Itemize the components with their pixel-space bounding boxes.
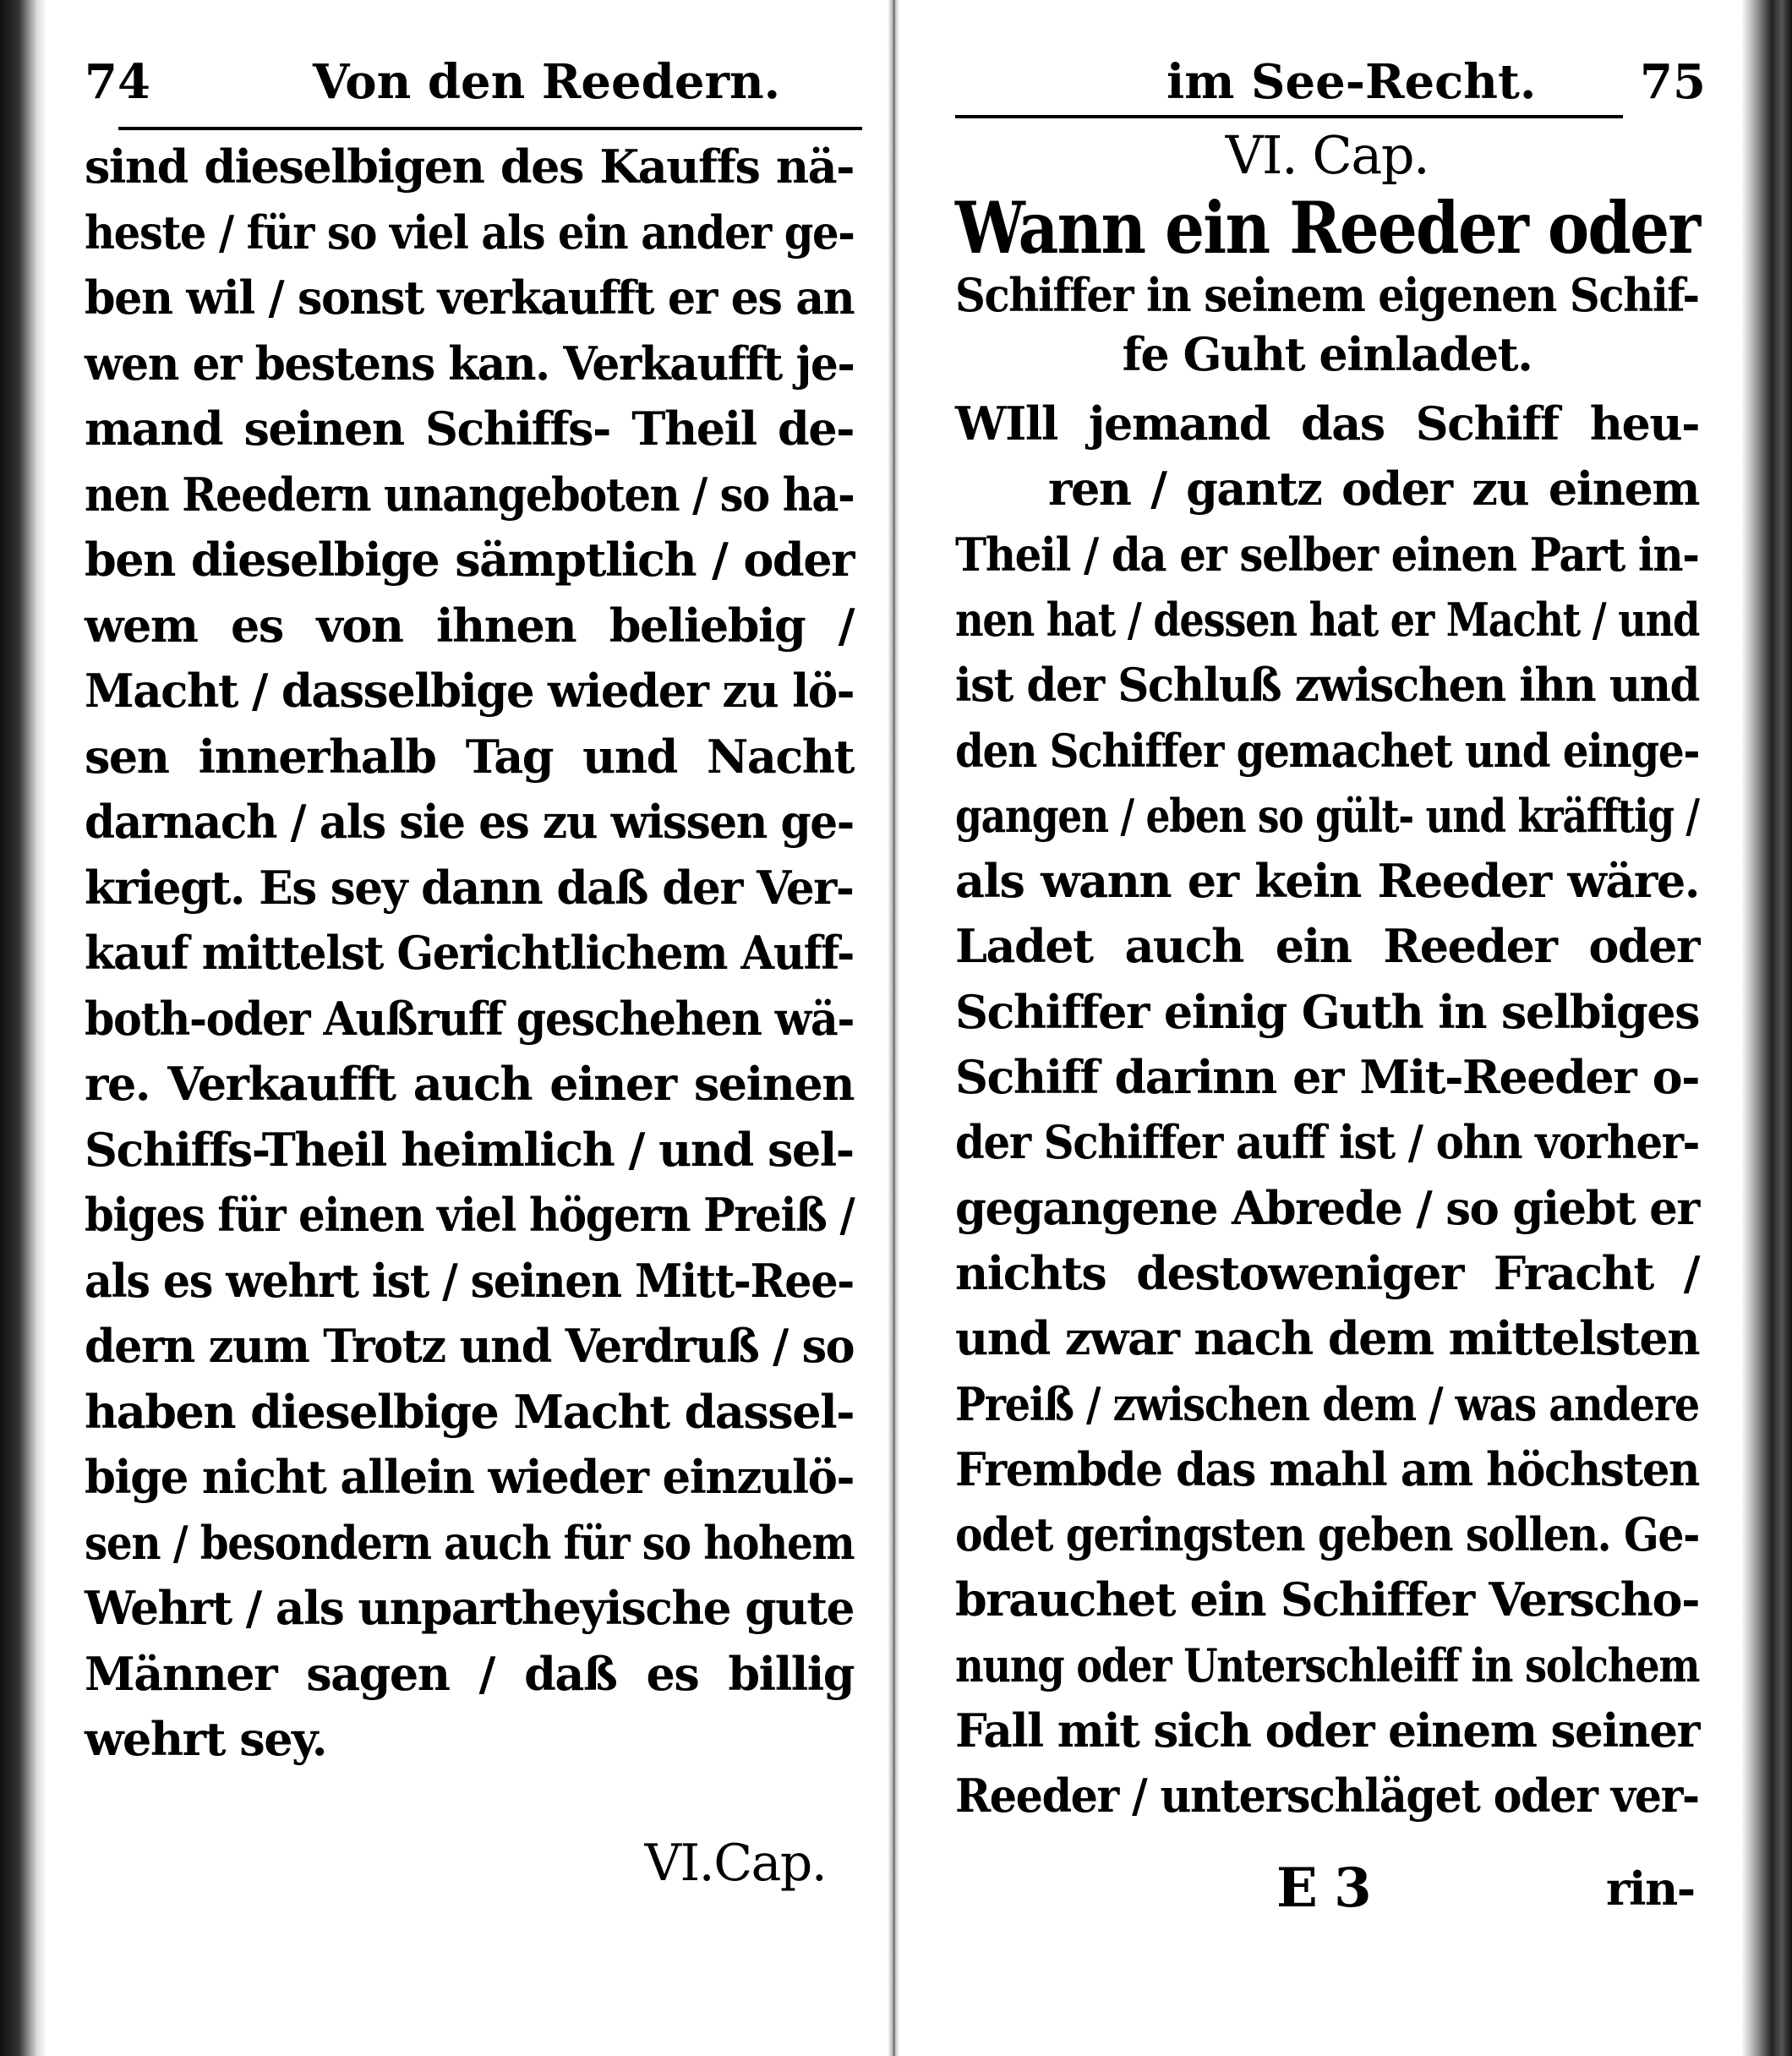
text-line: Macht / dasselbige wieder zu lö- [85, 664, 855, 718]
text-line: Reeder / unterschläget oder ver- [955, 1769, 1699, 1824]
text-line: Preiß / zwischen dem / was andere [955, 1376, 1699, 1431]
text-line: nichts destoweniger Fracht / [955, 1245, 1699, 1300]
right-page [955, 0, 1706, 2056]
text-line: Männer sagen / daß es billig [85, 1646, 854, 1701]
text-line: kauf mittelst Gerichtlichem Auff- [85, 926, 854, 980]
page-edge-left [0, 0, 46, 2056]
text-line: Frembde das mahl am höchsten [955, 1441, 1699, 1496]
page-number: 75 [1640, 54, 1706, 110]
text-line: Wehrt / als unpartheyische gute [85, 1581, 855, 1635]
text-line: Ladet auch ein Reeder oder [955, 919, 1699, 974]
text-line: Fall mit sich oder einem seiner [955, 1703, 1700, 1758]
text-line: gegangene Abrede / so giebt er [955, 1180, 1699, 1235]
text-line: mand seinen Schiffs- Theil de- [85, 402, 854, 456]
text-line: sen / besondern auch für so hohem [85, 1515, 855, 1570]
text-line: heste / für so viel als ein ander ge- [85, 205, 855, 260]
chapter-heading: VI. Cap. [1225, 124, 1429, 186]
chapter-title-line: fe Guht einladet. [1122, 327, 1532, 381]
text-line: re. Verkaufft auch einer seinen [85, 1057, 854, 1111]
text-line: biges für einen viel högern Preiß / [85, 1188, 855, 1242]
text-line: nung oder Unterschleiff in solchem [955, 1638, 1700, 1692]
text-line: nen Reedern unangeboten / so ha- [85, 467, 855, 522]
text-line: nen hat / dessen hat er Macht / und [955, 592, 1700, 647]
catchword: VI.Cap. [644, 1834, 827, 1893]
text-line: Schiff darinn er Mit-Reeder o- [955, 1050, 1699, 1104]
text-line: odet geringsten geben sollen. Ge- [955, 1507, 1700, 1562]
running-head: im See-Recht. [1166, 54, 1537, 110]
text-line: der Schiffer auff ist / ohn vorher- [955, 1115, 1699, 1170]
text-line: Schiffer einig Guth in selbiges [955, 984, 1699, 1039]
text-line: Schiffs-Theil heimlich / und sel- [85, 1122, 854, 1177]
text-line: ren / gantz oder zu einem [1048, 462, 1699, 517]
text-line: sen innerhalb Tag und Nacht [85, 729, 854, 784]
chapter-title-line: Schiffer in seinem eigenen Schif- [955, 268, 1699, 322]
text-line: und zwar nach dem mittelsten [955, 1311, 1699, 1366]
book-gutter [888, 0, 899, 2056]
header-rule [118, 127, 862, 130]
text-line: wehrt sey. [85, 1712, 327, 1766]
text-line: ben wil / sonst verkaufft er es an [85, 271, 855, 325]
left-page [85, 0, 854, 2056]
text-line: dern zum Trotz und Verdruß / so [85, 1319, 855, 1373]
text-line: sind dieselbigen des Kauffs nä- [85, 139, 854, 194]
running-head: Von den Reedern. [313, 54, 781, 110]
chapter-title-line: Wann ein Reeder oder [955, 186, 1700, 270]
text-line: WIll jemand das Schiff heu- [955, 396, 1699, 451]
text-line: den Schiffer gemachet und einge- [955, 723, 1700, 778]
text-line: ist der Schluß zwischen ihn und [955, 658, 1700, 713]
catchword: rin- [1606, 1862, 1695, 1916]
text-line: haben dieselbige Macht dassel- [85, 1384, 854, 1439]
text-line: both-oder Außruff geschehen wä- [85, 991, 855, 1046]
text-line: als es wehrt ist / seinen Mitt-Ree- [85, 1253, 854, 1308]
text-line: gangen / eben so gült- und kräfftig / [955, 788, 1699, 843]
text-line: Theil / da er selber einen Part in- [955, 527, 1699, 582]
header-rule [955, 115, 1623, 118]
signature-mark: E 3 [1276, 1856, 1371, 1920]
page-number: 74 [85, 54, 150, 110]
text-line: als wann er kein Reeder wäre. [955, 854, 1699, 909]
page-edge-right [1741, 0, 1792, 2056]
text-line: wem es von ihnen beliebig / [85, 598, 854, 653]
text-line: bige nicht allein wieder einzulö- [85, 1450, 855, 1504]
text-line: brauchet ein Schiffer Verscho- [955, 1572, 1699, 1627]
text-line: kriegt. Es sey dann daß der Ver- [85, 860, 854, 915]
text-line: wen er bestens kan. Verkaufft je- [85, 336, 855, 391]
text-line: ben dieselbige sämptlich / oder [85, 533, 854, 587]
text-line: darnach / als sie es zu wissen ge- [85, 795, 854, 849]
